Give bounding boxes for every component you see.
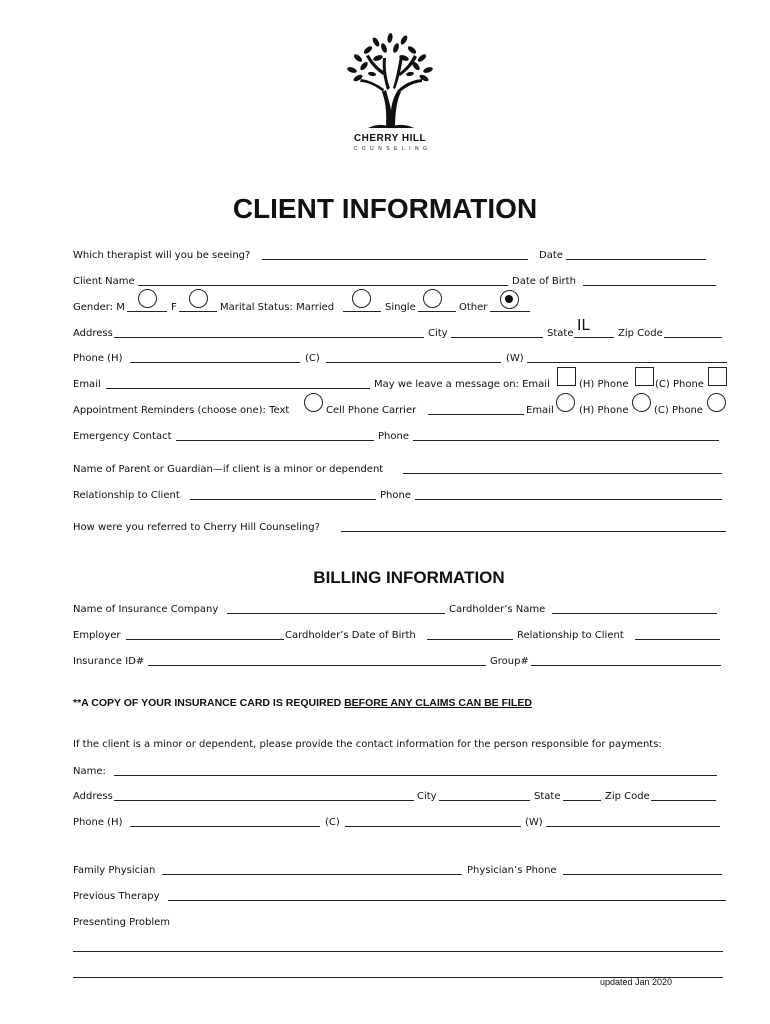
relationship-client-field[interactable] — [635, 639, 720, 640]
payer-phone-h-field[interactable] — [130, 826, 320, 827]
payer-zip-label: Zip Code — [605, 791, 650, 802]
payer-city-label: City — [417, 791, 437, 802]
emergency-label: Emergency Contact — [73, 431, 172, 442]
physician-label: Family Physician — [73, 865, 156, 876]
relationship-phone-label: Phone — [380, 490, 411, 501]
payer-address-label: Address — [73, 791, 113, 802]
payer-state-label: State — [534, 791, 561, 802]
msg-c-phone-label: (C) Phone — [655, 379, 704, 390]
state-label: State — [547, 328, 574, 339]
other-radio-selected[interactable] — [500, 290, 519, 309]
gender-m-radio[interactable] — [138, 289, 157, 308]
minor-note: If the client is a minor or dependent, please provide the contact information for the person responsible for payments: — [73, 739, 662, 750]
tree-logo-icon — [338, 30, 443, 130]
other-line — [490, 311, 530, 312]
cardholder-dob-field[interactable] — [427, 639, 513, 640]
carrier-label: Cell Phone Carrier — [326, 405, 417, 416]
email-label: Email — [73, 379, 101, 390]
cardholder-label: Cardholder’s Name — [449, 604, 546, 615]
payer-name-field[interactable] — [114, 775, 717, 776]
email-field[interactable] — [106, 388, 370, 389]
insurance-card-notice: **A COPY OF YOUR INSURANCE CARD IS REQUIRED BEFORE ANY CLAIMS CAN BE FILED — [73, 697, 532, 709]
gender-f-line — [179, 311, 217, 312]
reminder-email-label: Email — [526, 405, 554, 416]
address-label: Address — [73, 328, 113, 339]
emergency-phone-label: Phone — [378, 431, 409, 442]
payer-phone-c-label: (C) — [325, 817, 340, 828]
other-label: Other — [459, 302, 488, 313]
emergency-field[interactable] — [176, 440, 374, 441]
logo-name: CHERRY HILL — [353, 133, 427, 144]
therapist-label: Which therapist will you be seeing? — [73, 250, 251, 261]
referred-field[interactable] — [341, 531, 726, 532]
payer-phone-h-label: Phone (H) — [73, 817, 123, 828]
payer-phone-c-field[interactable] — [345, 826, 521, 827]
physician-phone-field[interactable] — [563, 874, 722, 875]
emergency-phone-field[interactable] — [413, 440, 719, 441]
therapist-field[interactable] — [262, 259, 528, 260]
presenting-problem-line-1[interactable] — [73, 951, 723, 952]
married-line — [343, 311, 381, 312]
client-name-field[interactable] — [138, 285, 508, 286]
gender-f-label: F — [171, 302, 177, 313]
insurance-id-field[interactable] — [148, 665, 486, 666]
phone-w-field[interactable] — [527, 362, 727, 363]
dob-field[interactable] — [583, 285, 716, 286]
payer-phone-w-label: (W) — [525, 817, 543, 828]
logo-subtitle: COUNSELING — [353, 146, 432, 152]
reminder-c-label: (C) Phone — [654, 405, 703, 416]
city-label: City — [428, 328, 448, 339]
msg-email-checkbox[interactable] — [557, 367, 576, 386]
cardholder-dob-label: Cardholder’s Date of Birth — [285, 630, 416, 641]
married-radio[interactable] — [352, 289, 371, 308]
relationship-phone-field[interactable] — [415, 499, 722, 500]
billing-title: BILLING INFORMATION — [313, 568, 505, 587]
reminder-h-label: (H) Phone — [579, 405, 629, 416]
dob-label: Date of Birth — [512, 276, 576, 287]
phone-c-label: (C) — [305, 353, 320, 364]
carrier-field[interactable] — [428, 414, 524, 415]
payer-state-field[interactable] — [563, 800, 601, 801]
gender-m-line — [127, 311, 167, 312]
date-field[interactable] — [566, 259, 706, 260]
reminder-c-radio[interactable] — [707, 393, 726, 412]
payer-address-field[interactable] — [114, 800, 414, 801]
employer-field[interactable] — [126, 639, 284, 640]
phone-h-field[interactable] — [130, 362, 300, 363]
payer-name-label: Name: — [73, 766, 106, 777]
insurance-company-label: Name of Insurance Company — [73, 604, 219, 615]
phone-w-label: (W) — [506, 353, 524, 364]
previous-therapy-field[interactable] — [168, 900, 726, 901]
payer-phone-w-field[interactable] — [546, 826, 720, 827]
page-title: CLIENT INFORMATION — [232, 193, 538, 224]
physician-field[interactable] — [162, 874, 462, 875]
relationship-label: Relationship to Client — [73, 490, 180, 501]
gender-label: Gender: M — [73, 302, 125, 313]
employer-label: Employer — [73, 630, 121, 641]
parent-field[interactable] — [403, 473, 722, 474]
payer-zip-field[interactable] — [651, 800, 716, 801]
physician-phone-label: Physician’s Phone — [467, 865, 557, 876]
msg-h-phone-label: (H) Phone — [579, 379, 629, 390]
leave-message-label: May we leave a message on: Email — [374, 379, 550, 390]
state-value: IL — [577, 316, 590, 334]
referred-label: How were you referred to Cherry Hill Counseling? — [73, 522, 320, 533]
presenting-problem-label: Presenting Problem — [73, 917, 171, 928]
group-label: Group# — [490, 656, 529, 667]
msg-h-phone-checkbox[interactable] — [635, 367, 654, 386]
reminder-text-radio[interactable] — [304, 393, 323, 412]
relationship-client-label: Relationship to Client — [517, 630, 624, 641]
relationship-field[interactable] — [190, 499, 376, 500]
cardholder-field[interactable] — [552, 613, 717, 614]
footer-updated: updated Jan 2020 — [600, 977, 673, 987]
msg-c-phone-checkbox[interactable] — [708, 367, 727, 386]
client-name-label: Client Name — [73, 276, 135, 287]
gender-f-radio[interactable] — [189, 289, 208, 308]
previous-therapy-label: Previous Therapy — [73, 891, 160, 902]
reminder-h-radio[interactable] — [632, 393, 651, 412]
zip-label: Zip Code — [618, 328, 663, 339]
reminders-label: Appointment Reminders (choose one): Text — [73, 405, 290, 416]
marital-label: Marital Status: Married — [220, 302, 335, 313]
insurance-id-label: Insurance ID# — [73, 656, 145, 667]
parent-label: Name of Parent or Guardian—if client is a minor or dependent — [73, 464, 384, 475]
phone-h-label: Phone (H) — [73, 353, 123, 364]
phone-c-field[interactable] — [326, 362, 501, 363]
reminder-email-radio[interactable] — [556, 393, 575, 412]
date-label: Date — [539, 250, 563, 261]
address-field[interactable] — [114, 337, 424, 338]
payer-city-field[interactable] — [439, 800, 530, 801]
insurance-company-field[interactable] — [227, 613, 445, 614]
zip-field[interactable] — [664, 337, 722, 338]
single-label: Single — [385, 302, 416, 313]
state-field[interactable] — [574, 337, 614, 338]
city-field[interactable] — [451, 337, 543, 338]
single-line — [418, 311, 456, 312]
group-field[interactable] — [531, 665, 721, 666]
single-radio[interactable] — [423, 289, 442, 308]
